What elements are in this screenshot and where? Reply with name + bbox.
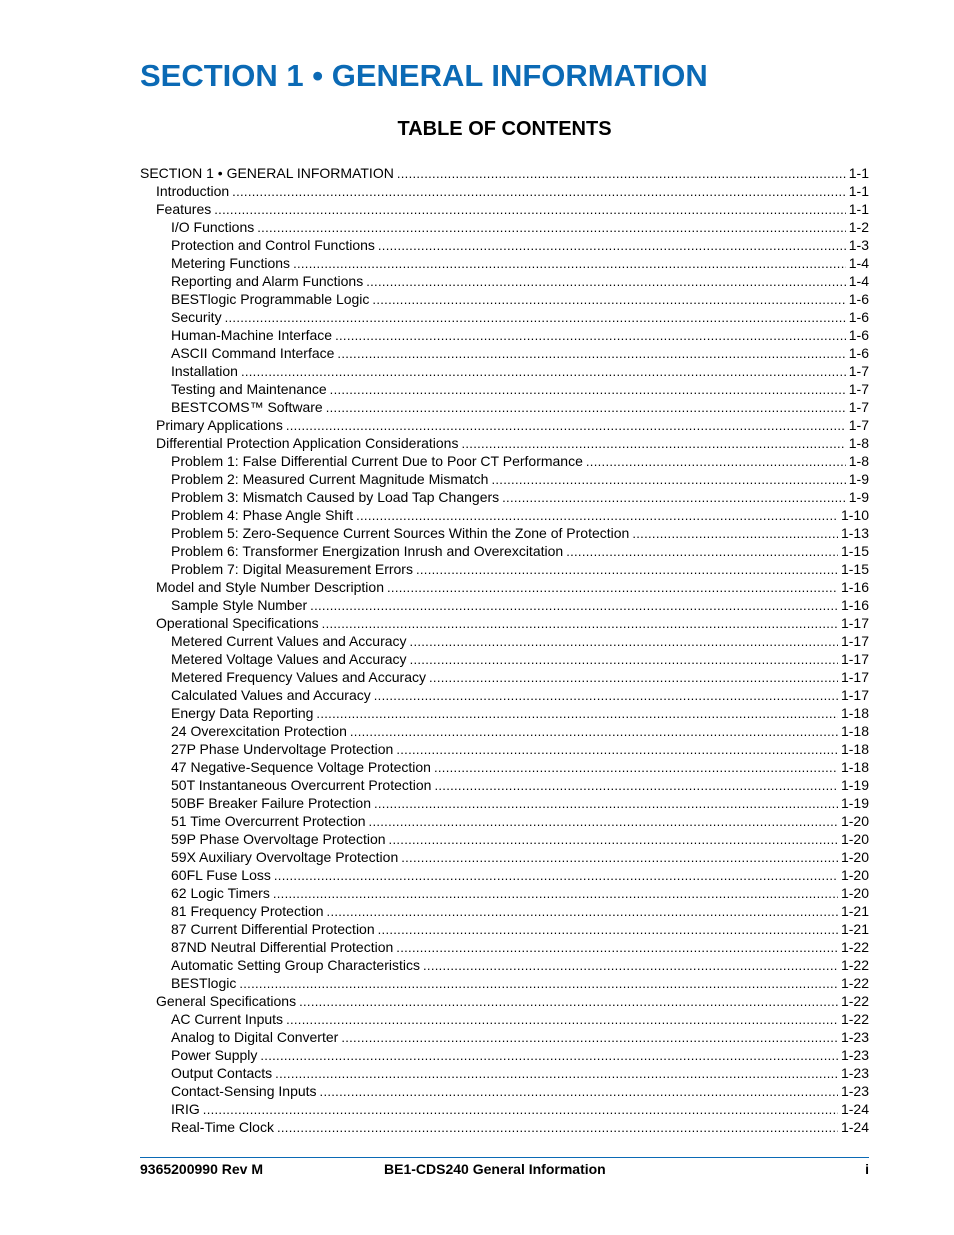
toc-entry-label: Power Supply [171, 1047, 258, 1063]
toc-entry-page-number: 1-10 [840, 507, 869, 523]
toc-entry-page-number: 1-23 [840, 1029, 869, 1045]
toc-entry[interactable] [140, 1064, 869, 1082]
toc-dot-leader [369, 813, 838, 831]
toc-entry[interactable] [140, 560, 869, 578]
toc-dot-leader [434, 759, 838, 777]
toc-entry-page-number: 1-3 [848, 237, 869, 253]
toc-entry-label: Human-Machine Interface [171, 327, 333, 343]
toc-entry-label: Metered Frequency Values and Accuracy [171, 669, 426, 685]
toc-dot-leader [416, 561, 838, 579]
toc-entry-label: SECTION 1 • GENERAL INFORMATION [140, 165, 394, 181]
toc-dot-leader [327, 903, 838, 921]
toc-dot-leader [401, 849, 838, 867]
toc-entry-page-number: 1-23 [840, 1047, 869, 1063]
toc-entry-label: Reporting and Alarm Functions [171, 273, 364, 289]
toc-entry[interactable] [140, 740, 869, 758]
toc-dot-leader [335, 327, 846, 345]
toc-entry[interactable] [140, 380, 869, 398]
toc-entry[interactable] [140, 470, 869, 488]
toc-entry[interactable] [140, 308, 869, 326]
toc-entry-page-number: 1-4 [848, 273, 869, 289]
toc-entry-label: Real-Time Clock [171, 1119, 274, 1135]
toc-entry[interactable] [140, 254, 869, 272]
toc-entry-label: Sample Style Number [171, 597, 308, 613]
footer-document-name: BE1-CDS240 General Information [384, 1161, 606, 1177]
toc-entry[interactable] [140, 344, 869, 362]
toc-entry-page-number: 1-21 [840, 921, 869, 937]
toc-dot-leader [396, 741, 838, 759]
toc-dot-leader [326, 399, 846, 417]
toc-entry-page-number: 1-17 [840, 651, 869, 667]
toc-dot-leader [239, 975, 838, 993]
toc-entry-label: 50BF Breaker Failure Protection [171, 795, 371, 811]
table-of-contents [140, 164, 869, 1136]
toc-dot-leader [423, 957, 838, 975]
toc-entry[interactable] [140, 650, 869, 668]
toc-dot-leader [586, 453, 846, 471]
toc-dot-leader [260, 1047, 838, 1065]
toc-dot-leader [378, 237, 846, 255]
toc-entry-page-number: 1-1 [848, 165, 869, 181]
toc-entry[interactable] [140, 920, 869, 938]
toc-entry-page-number: 1-18 [840, 759, 869, 775]
toc-entry[interactable] [140, 866, 869, 884]
toc-entry-label: 27P Phase Undervoltage Protection [171, 741, 394, 757]
toc-entry-label: 87ND Neutral Differential Protection [171, 939, 394, 955]
toc-entry[interactable] [140, 974, 869, 992]
toc-entry-page-number: 1-24 [840, 1119, 869, 1135]
toc-entry-label: Analog to Digital Converter [171, 1029, 339, 1045]
toc-dot-leader [225, 309, 846, 327]
toc-entry-label: Features [156, 201, 212, 217]
toc-entry-page-number: 1-8 [848, 453, 869, 469]
toc-entry-label: Problem 6: Transformer Energization Inrush and Overexcitation [171, 543, 564, 559]
toc-entry[interactable] [140, 704, 869, 722]
toc-entry-label: Installation [171, 363, 238, 379]
toc-entry[interactable] [140, 632, 869, 650]
section-title: SECTION 1 • GENERAL INFORMATION [140, 58, 708, 93]
toc-entry[interactable] [140, 542, 869, 560]
toc-entry[interactable] [140, 722, 869, 740]
toc-entry-page-number: 1-17 [840, 687, 869, 703]
toc-dot-leader [429, 669, 838, 687]
toc-dot-leader [566, 543, 838, 561]
toc-dot-leader [286, 417, 846, 435]
toc-entry-page-number: 1-18 [840, 723, 869, 739]
toc-dot-leader [372, 291, 845, 309]
toc-entry-label: Testing and Maintenance [171, 381, 327, 397]
toc-entry-page-number: 1-15 [840, 561, 869, 577]
toc-entry-page-number: 1-22 [840, 975, 869, 991]
toc-dot-leader [389, 831, 838, 849]
toc-entry[interactable] [140, 434, 869, 452]
toc-entry-page-number: 1-20 [840, 849, 869, 865]
toc-entry-page-number: 1-7 [848, 381, 869, 397]
toc-dot-leader [330, 381, 846, 399]
toc-entry-page-number: 1-7 [848, 363, 869, 379]
toc-entry-page-number: 1-2 [848, 219, 869, 235]
toc-entry[interactable] [140, 182, 869, 200]
toc-entry-label: Problem 7: Digital Measurement Errors [171, 561, 413, 577]
toc-entry-page-number: 1-16 [840, 579, 869, 595]
toc-dot-leader [378, 921, 838, 939]
toc-dot-leader [366, 273, 846, 291]
toc-dot-leader [310, 597, 838, 615]
toc-entry-page-number: 1-6 [848, 309, 869, 325]
toc-entry-page-number: 1-13 [840, 525, 869, 541]
toc-entry-label: Output Contacts [171, 1065, 273, 1081]
toc-entry[interactable] [140, 272, 869, 290]
toc-entry-label: AC Current Inputs [171, 1011, 284, 1027]
toc-entry-label: Primary Applications [156, 417, 283, 433]
toc-dot-leader [241, 363, 846, 381]
toc-entry[interactable] [140, 398, 869, 416]
toc-dot-leader [396, 939, 838, 957]
toc-entry-label: Problem 2: Measured Current Magnitude Mismatch [171, 471, 489, 487]
footer-page-number: i [865, 1161, 869, 1177]
toc-dot-leader [214, 201, 846, 219]
toc-dot-leader [341, 1029, 838, 1047]
page-footer [140, 1160, 869, 1178]
toc-entry[interactable] [140, 1028, 869, 1046]
toc-dot-leader [337, 345, 845, 363]
toc-entry-page-number: 1-22 [840, 939, 869, 955]
toc-dot-leader [203, 1101, 838, 1119]
toc-entry[interactable] [140, 956, 869, 974]
footer-document-number: 9365200990 Rev M [140, 1161, 263, 1177]
toc-dot-leader [232, 183, 846, 201]
toc-entry[interactable] [140, 830, 869, 848]
toc-entry-label: Problem 4: Phase Angle Shift [171, 507, 354, 523]
toc-entry[interactable] [140, 848, 869, 866]
toc-entry-label: 24 Overexcitation Protection [171, 723, 347, 739]
toc-entry[interactable] [140, 812, 869, 830]
toc-entry-label: Protection and Control Functions [171, 237, 375, 253]
toc-dot-leader [273, 885, 838, 903]
toc-entry-page-number: 1-19 [840, 777, 869, 793]
toc-entry-page-number: 1-17 [840, 633, 869, 649]
toc-dot-leader [356, 507, 838, 525]
toc-dot-leader [286, 1011, 838, 1029]
toc-entry[interactable] [140, 362, 869, 380]
toc-entry[interactable] [140, 938, 869, 956]
toc-entry-page-number: 1-20 [840, 885, 869, 901]
toc-entry[interactable] [140, 578, 869, 596]
toc-entry[interactable] [140, 776, 869, 794]
toc-entry[interactable] [140, 668, 869, 686]
toc-entry[interactable] [140, 992, 869, 1010]
toc-entry[interactable] [140, 416, 869, 434]
toc-entry-label: 59P Phase Overvoltage Protection [171, 831, 386, 847]
toc-dot-leader [410, 633, 838, 651]
toc-entry-page-number: 1-20 [840, 831, 869, 847]
toc-entry[interactable] [140, 758, 869, 776]
toc-entry-label: BESTlogic [171, 975, 237, 991]
toc-entry-label: Calculated Values and Accuracy [171, 687, 371, 703]
toc-entry-label: General Specifications [156, 993, 297, 1009]
toc-entry-page-number: 1-16 [840, 597, 869, 613]
toc-dot-leader [322, 615, 838, 633]
toc-entry[interactable] [140, 1082, 869, 1100]
toc-entry[interactable] [140, 596, 869, 614]
toc-entry-page-number: 1-6 [848, 345, 869, 361]
toc-entry-page-number: 1-20 [840, 813, 869, 829]
toc-dot-leader [434, 777, 838, 795]
toc-entry[interactable] [140, 884, 869, 902]
toc-dot-leader [491, 471, 845, 489]
toc-dot-leader [461, 435, 845, 453]
toc-entry[interactable] [140, 1046, 869, 1064]
toc-entry-page-number: 1-7 [848, 417, 869, 433]
toc-dot-leader [316, 705, 838, 723]
toc-entry-page-number: 1-18 [840, 741, 869, 757]
toc-title: TABLE OF CONTENTS [397, 118, 612, 140]
toc-entry-label: 51 Time Overcurrent Protection [171, 813, 366, 829]
toc-entry-label: Problem 3: Mismatch Caused by Load Tap Changers [171, 489, 500, 505]
toc-entry-label: Automatic Setting Group Characteristics [171, 957, 420, 973]
toc-entry-label: 62 Logic Timers [171, 885, 270, 901]
toc-entry-label: Problem 5: Zero-Sequence Current Sources Within the Zone of Protection [171, 525, 630, 541]
toc-entry[interactable] [140, 452, 869, 470]
toc-entry-label: Security [171, 309, 222, 325]
toc-entry-page-number: 1-22 [840, 957, 869, 973]
toc-entry-page-number: 1-18 [840, 705, 869, 721]
toc-entry-page-number: 1-22 [840, 993, 869, 1009]
toc-entry-label: 87 Current Differential Protection [171, 921, 375, 937]
toc-dot-leader [274, 867, 838, 885]
toc-entry-label: BESTlogic Programmable Logic [171, 291, 370, 307]
toc-entry-label: Model and Style Number Description [156, 579, 384, 595]
toc-entry-label: Metered Voltage Values and Accuracy [171, 651, 407, 667]
toc-dot-leader [374, 687, 838, 705]
toc-entry[interactable] [140, 1100, 869, 1118]
toc-entry-label: Operational Specifications [156, 615, 319, 631]
toc-entry-label: BESTCOMS™ Software [171, 399, 323, 415]
toc-entry-label: Differential Protection Application Considerations [156, 435, 459, 451]
toc-entry-label: 60FL Fuse Loss [171, 867, 271, 883]
toc-entry-page-number: 1-9 [848, 471, 869, 487]
toc-entry[interactable] [140, 506, 869, 524]
toc-dot-leader [632, 525, 838, 543]
toc-entry[interactable] [140, 326, 869, 344]
toc-entry[interactable] [140, 488, 869, 506]
toc-entry-page-number: 1-17 [840, 615, 869, 631]
toc-dot-leader [350, 723, 838, 741]
toc-entry-label: Introduction [156, 183, 230, 199]
toc-entry-label: 47 Negative-Sequence Voltage Protection [171, 759, 431, 775]
toc-entry[interactable] [140, 524, 869, 542]
toc-dot-leader [410, 651, 838, 669]
toc-entry-label: Problem 1: False Differential Current Due to Poor CT Performance [171, 453, 583, 469]
toc-entry-label: I/O Functions [171, 219, 255, 235]
toc-entry-page-number: 1-23 [840, 1083, 869, 1099]
toc-entry[interactable] [140, 164, 869, 182]
toc-entry-label: 50T Instantaneous Overcurrent Protection [171, 777, 432, 793]
toc-entry-label: IRIG [171, 1101, 200, 1117]
toc-entry-label: 81 Frequency Protection [171, 903, 324, 919]
toc-dot-leader [275, 1065, 838, 1083]
toc-dot-leader [374, 795, 838, 813]
toc-entry[interactable] [140, 794, 869, 812]
toc-entry-page-number: 1-6 [848, 291, 869, 307]
toc-dot-leader [277, 1119, 838, 1137]
toc-entry-label: Metered Current Values and Accuracy [171, 633, 407, 649]
toc-dot-leader [257, 219, 846, 237]
toc-entry[interactable] [140, 686, 869, 704]
toc-entry-label: Contact-Sensing Inputs [171, 1083, 317, 1099]
footer-divider [140, 1157, 869, 1158]
toc-dot-leader [502, 489, 846, 507]
toc-entry-page-number: 1-1 [848, 201, 869, 217]
toc-entry[interactable] [140, 200, 869, 218]
toc-entry-label: ASCII Command Interface [171, 345, 335, 361]
toc-entry-page-number: 1-1 [848, 183, 869, 199]
toc-entry-page-number: 1-6 [848, 327, 869, 343]
toc-entry[interactable] [140, 902, 869, 920]
toc-dot-leader [293, 255, 846, 273]
toc-dot-leader [320, 1083, 838, 1101]
toc-entry-label: 59X Auxiliary Overvoltage Protection [171, 849, 399, 865]
toc-entry-page-number: 1-21 [840, 903, 869, 919]
toc-entry-page-number: 1-23 [840, 1065, 869, 1081]
toc-entry[interactable] [140, 1118, 869, 1136]
toc-entry-page-number: 1-20 [840, 867, 869, 883]
toc-entry[interactable] [140, 218, 869, 236]
toc-dot-leader [299, 993, 838, 1011]
toc-entry-page-number: 1-4 [848, 255, 869, 271]
toc-entry-page-number: 1-8 [848, 435, 869, 451]
toc-entry-page-number: 1-9 [848, 489, 869, 505]
toc-entry-page-number: 1-22 [840, 1011, 869, 1027]
toc-entry-page-number: 1-24 [840, 1101, 869, 1117]
toc-entry[interactable] [140, 614, 869, 632]
toc-entry[interactable] [140, 1010, 869, 1028]
toc-entry[interactable] [140, 236, 869, 254]
toc-dot-leader [387, 579, 838, 597]
toc-entry-page-number: 1-15 [840, 543, 869, 559]
toc-entry-page-number: 1-17 [840, 669, 869, 685]
toc-entry-label: Energy Data Reporting [171, 705, 314, 721]
toc-entry-page-number: 1-7 [848, 399, 869, 415]
toc-entry-label: Metering Functions [171, 255, 291, 271]
toc-dot-leader [397, 165, 846, 183]
toc-entry-page-number: 1-19 [840, 795, 869, 811]
toc-entry[interactable] [140, 290, 869, 308]
